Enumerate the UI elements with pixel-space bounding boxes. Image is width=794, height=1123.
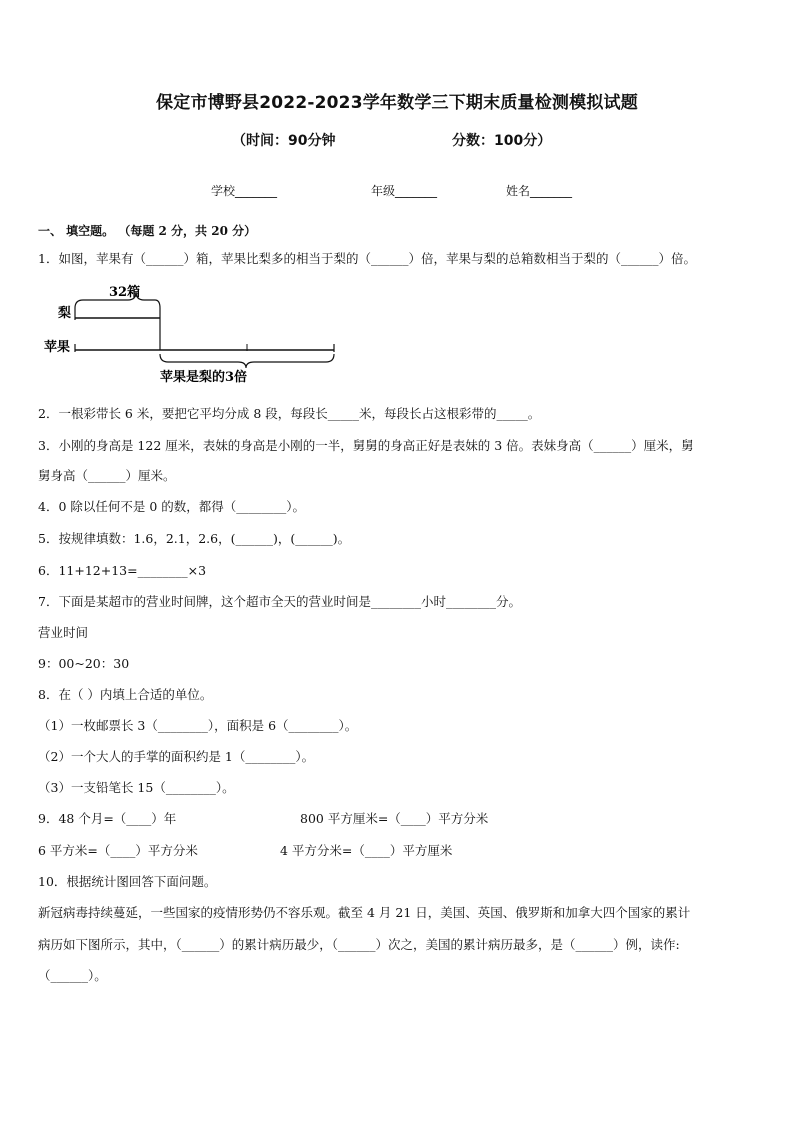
question-8-part-1: （1）一枚邮票长 3（________），面积是 6（________）。 — [38, 718, 358, 733]
question-9-c: 6 平方米=（____）平方分米 — [38, 843, 198, 858]
bottom-brace — [160, 354, 334, 368]
grade-field: 年级_______ — [371, 184, 438, 198]
question-9-a: 9．48 个月=（____）年 — [38, 811, 177, 826]
question-8-part-3: （3）一支铅笔长 15（________）。 — [38, 780, 235, 795]
diagram-label-pear: 梨 — [58, 306, 72, 321]
question-3-line-1: 3．小刚的身高是 122 厘米，表妹的身高是小刚的一半，舅舅的身高正好是表妹的 3 倍。表妹身高（______）厘米，舅 — [38, 438, 694, 453]
section-heading: 一、 填空题。 （每题 2 分，共 20 分） — [38, 224, 257, 238]
question-1: 1．如图，苹果有（______）箱，苹果比梨多的相当于梨的（______）倍，苹果与梨的总箱数相当于梨的（______）倍。 — [38, 251, 696, 266]
exam-time: （时间：90分钟 — [232, 133, 336, 149]
question-10: 10．根据统计图回答下面问题。 — [38, 874, 217, 889]
diagram-label-bottom: 苹果是梨的3倍 — [160, 370, 248, 385]
question-5: 5．按规律填数：1.6，2.1，2.6，(______)，(______)。 — [38, 531, 351, 546]
question-10-text-2: 病历如下图所示，其中，（______）的累计病历最少，（______）次之，美国的累计病历最多，是（______）例，读作: — [38, 937, 680, 952]
page-title: 保定市博野县2022-2023学年数学三下期末质量检测模拟试题 — [156, 93, 638, 113]
question-4: 4．0 除以任何不是 0 的数，都得（________）。 — [38, 499, 306, 514]
school-field: 学校_______ — [211, 184, 278, 198]
question-9-b: 800 平方厘米=（____）平方分米 — [300, 811, 489, 826]
diagram-label-apple: 苹果 — [44, 340, 71, 355]
question-3-line-2: 舅身高（______）厘米。 — [38, 468, 176, 483]
name-field: 姓名_______ — [506, 184, 573, 198]
question-7: 7．下面是某超市的营业时间牌，这个超市全天的营业时间是________小时________分。 — [38, 594, 521, 609]
business-hours-value: 9：00~20：30 — [38, 656, 130, 671]
exam-score: 分数：100分） — [452, 133, 552, 149]
question-6: 6．11+12+13=________×3 — [38, 563, 207, 578]
question-8-part-2: （2）一个大人的手掌的面积约是 1（________）。 — [38, 749, 315, 764]
question-2: 2．一根彩带长 6 米，要把它平均分成 8 段，每段长_____米，每段长占这根彩带的_____。 — [38, 406, 541, 421]
question-10-text-1: 新冠病毒持续蔓延，一些国家的疫情形势仍不容乐观。截至 4 月 21 日，美国、英国、俄罗斯和加拿大四个国家的累计 — [38, 905, 691, 920]
business-hours-label: 营业时间 — [38, 625, 89, 640]
diagram-label-32: 32箱 — [109, 285, 141, 300]
question-9-d: 4 平方分米=（____）平方厘米 — [280, 843, 453, 858]
question-10-text-3: （______）。 — [38, 968, 107, 983]
question-8: 8．在（ ）内填上合适的单位。 — [38, 687, 213, 702]
line-segment-diagram — [38, 280, 338, 390]
